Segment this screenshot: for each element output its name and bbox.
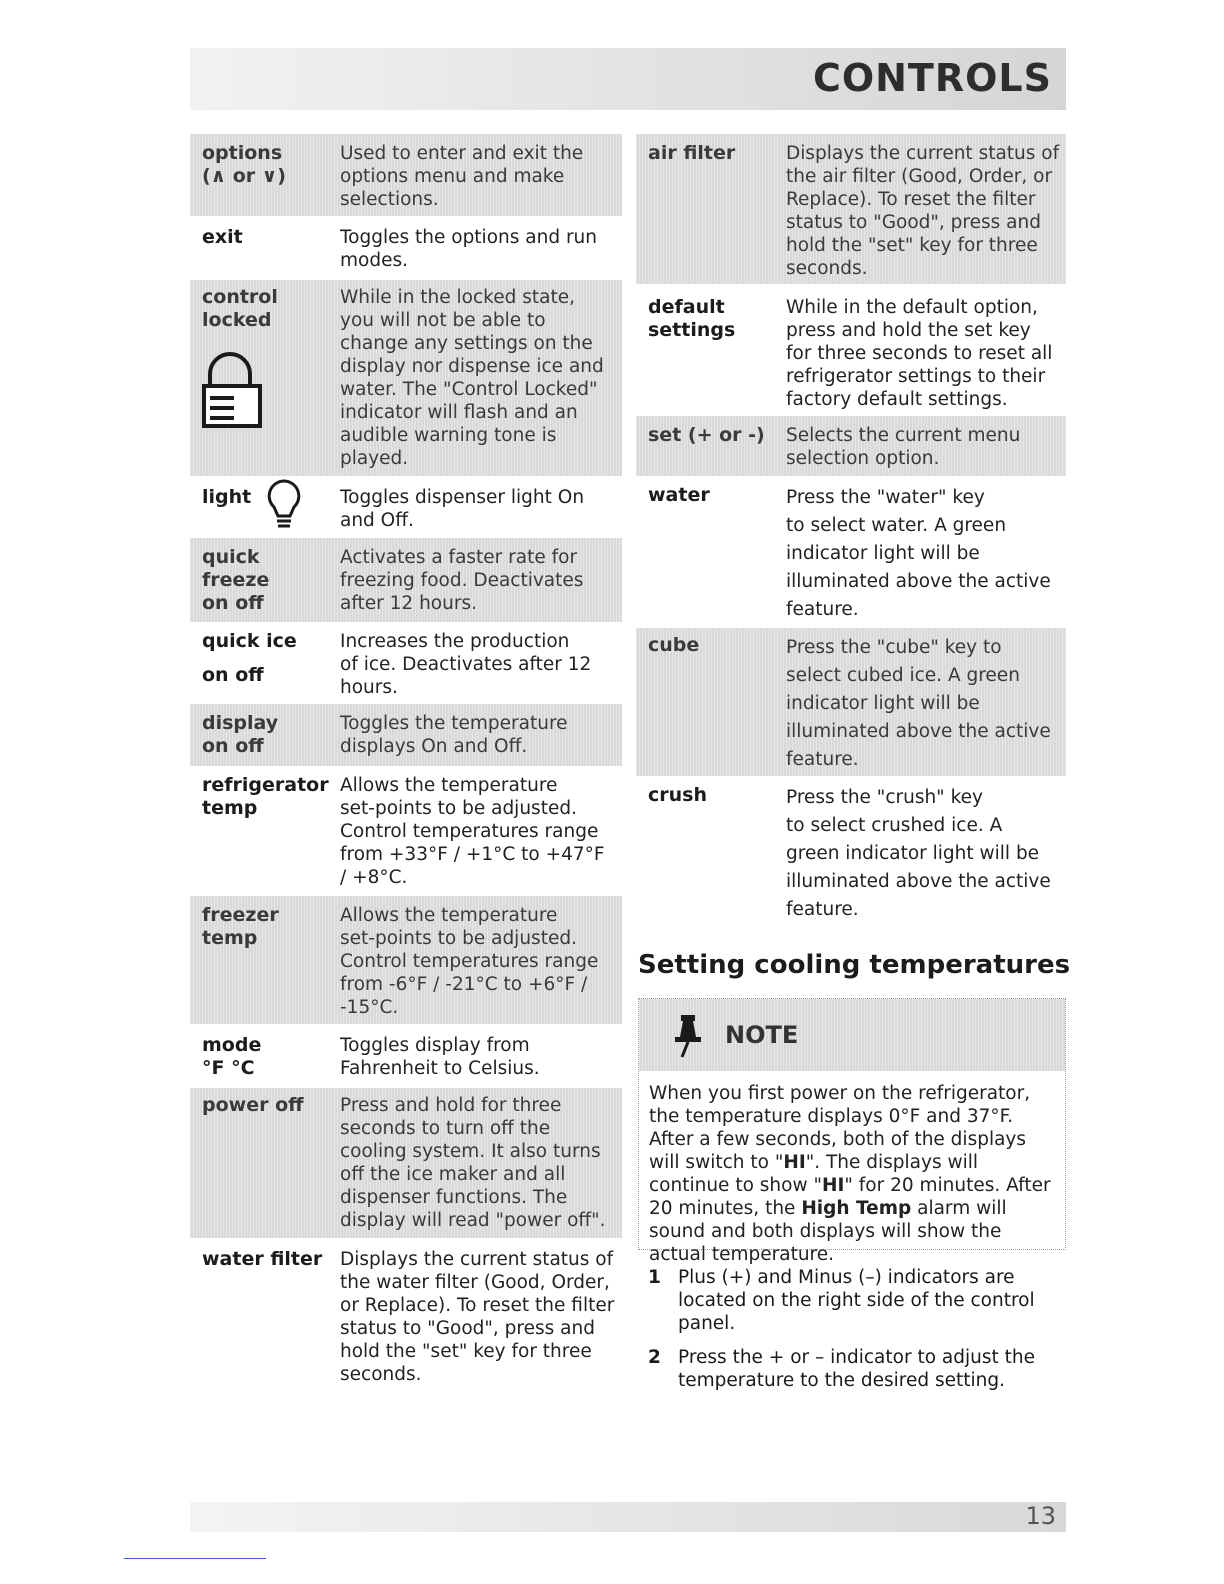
control-term: display on off — [202, 712, 279, 757]
control-term: refrigerator temp — [202, 774, 329, 819]
section-title: Setting cooling temperatures — [638, 950, 1071, 980]
note-box — [638, 998, 1066, 1265]
step-item — [648, 1346, 1068, 1392]
control-term: control locked — [202, 286, 278, 331]
control-term: air filter — [648, 142, 736, 164]
note-header — [639, 999, 1065, 1071]
control-term: quick freeze on off — [202, 546, 270, 614]
step-text: Plus (+) and Minus (–) indicators are located on the right side of the control panel. — [678, 1267, 1035, 1334]
control-row-water-filter — [190, 1248, 622, 1386]
header-bar — [190, 48, 1066, 110]
control-row-crush — [636, 784, 1066, 924]
control-row-set — [636, 416, 1066, 476]
control-term: crush — [648, 784, 707, 806]
control-desc: Toggles the options and run modes. — [340, 227, 598, 271]
control-term: cube — [648, 634, 700, 656]
control-desc: Displays the current status of the water filter (Good, Order, or Replace). To reset the filter status to "Good", press and hold the "set" key for three seconds. — [340, 1249, 615, 1385]
control-row-mode — [190, 1034, 622, 1080]
control-row-cube — [636, 628, 1066, 776]
page-number: 13 — [1025, 1502, 1056, 1530]
control-desc: While in the locked state, you will not be able to change any settings on the display nor dispense ice and water. The "Control Locked" indicator will flash and an audible warning tone is played. — [340, 287, 604, 469]
control-term: exit — [202, 226, 243, 248]
step-text: Press the + or – indicator to adjust the temperature to the desired setting. — [678, 1347, 1035, 1391]
pushpin-icon — [669, 1011, 709, 1061]
control-term: set (+ or -) — [648, 424, 765, 446]
control-term: quick ice on off — [202, 630, 297, 686]
control-desc: Allows the temperature set-points to be adjusted. Control temperatures range from +33°F / +1°C to +47°F / +8°C. — [340, 775, 605, 888]
control-desc: Selects the current menu selection option. — [786, 425, 1021, 469]
control-row-refrigerator-temp — [190, 774, 622, 889]
control-desc: Press the "crush" key to select crushed ice. A green indicator light will be illuminated above the active feature. — [786, 787, 1051, 920]
light-bulb-icon — [264, 478, 304, 530]
control-row-water — [636, 484, 1066, 624]
control-desc: Toggles dispenser light On and Off. — [340, 487, 585, 531]
note-text: When you first power on the refrigerator, the temperature displays 0°F and 37°F. After a few seconds, both of the displays will switch to "HI". The displays will continue to show "HI" for 20 minutes. After 20 minutes, the High Temp alarm will sound and both displays will show the actual temperature. — [649, 1083, 1051, 1265]
control-row-default-settings — [636, 296, 1066, 411]
control-row-freezer-temp — [190, 896, 622, 1024]
step-number: 2 — [648, 1347, 661, 1368]
step-item — [648, 1266, 1068, 1335]
control-row-power-off — [190, 1088, 622, 1238]
control-desc: While in the default option, press and hold the set key for three seconds to reset all refrigerator settings to their factory default settings. — [786, 297, 1053, 410]
control-desc: Press the "cube" key to select cubed ice. A green indicator light will be illuminated above the active feature. — [786, 637, 1051, 770]
control-row-display — [190, 704, 622, 766]
control-desc: Increases the production of ice. Deactivates after 12 hours. — [340, 631, 592, 698]
control-desc: Toggles display from Fahrenheit to Celsius. — [340, 1035, 540, 1079]
control-term: options (∧ or ∨) — [202, 142, 286, 187]
control-term: freezer temp — [202, 904, 279, 949]
control-desc: Used to enter and exit the options menu and make selections. — [340, 143, 584, 210]
control-term: power off — [202, 1094, 304, 1116]
page-title: CONTROLS — [812, 56, 1052, 100]
footer-link-underline — [124, 1558, 266, 1559]
control-row-quick-freeze — [190, 538, 622, 622]
note-label: NOTE — [725, 1021, 799, 1049]
control-term: default settings — [648, 296, 736, 341]
control-desc: Press the "water" key to select water. A green indicator light will be illuminated above the active feature. — [786, 487, 1051, 620]
control-row-quick-ice — [190, 630, 622, 699]
control-desc: Allows the temperature set-points to be adjusted. Control temperatures range from -6°F / -21°C to +6°F / -15°C. — [340, 905, 599, 1018]
control-row-exit — [190, 226, 622, 272]
control-row-options — [190, 134, 622, 216]
control-desc: Activates a faster rate for freezing food. Deactivates after 12 hours. — [340, 547, 584, 614]
control-row-air-filter — [636, 134, 1066, 284]
control-term: light — [202, 486, 252, 508]
control-desc: Press and hold for three seconds to turn off the cooling system. It also turns off the ice maker and all dispenser functions. The display will read "power off". — [340, 1095, 606, 1231]
control-term: water filter — [202, 1248, 323, 1270]
control-term: mode °F °C — [202, 1034, 262, 1079]
footer-bar — [190, 1502, 1066, 1532]
step-number: 1 — [648, 1267, 661, 1288]
control-term: water — [648, 484, 710, 506]
control-desc: Toggles the temperature displays On and Off. — [340, 713, 568, 757]
padlock-icon — [200, 352, 266, 430]
control-desc: Displays the current status of the air filter (Good, Order, or Replace). To reset the filter status to "Good", press and hold the "set" key for three seconds. — [786, 143, 1060, 279]
control-row-light — [190, 486, 622, 532]
